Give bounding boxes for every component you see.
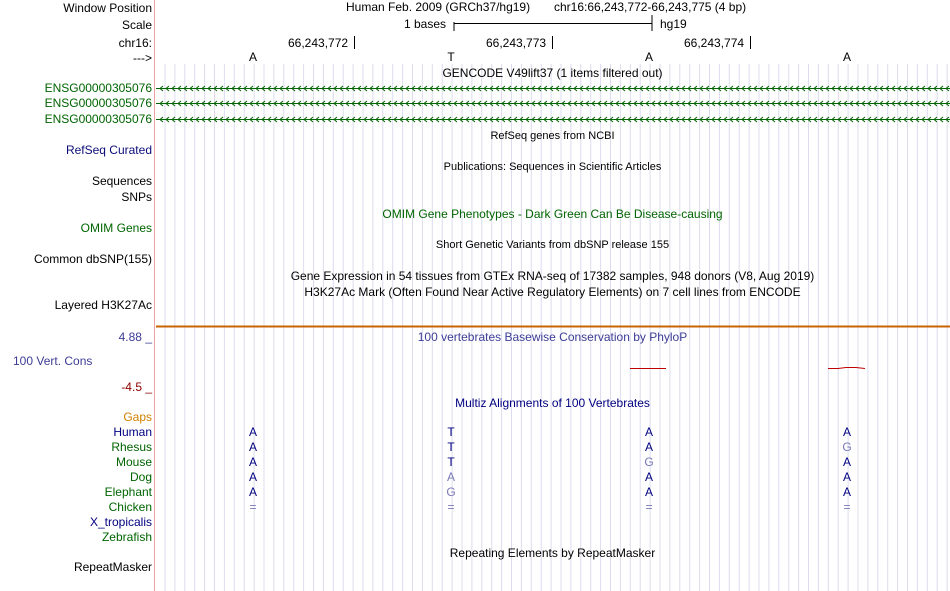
h3k27ac-track-label[interactable]: Layered H3K27Ac (54, 298, 152, 312)
window-position-label: Window Position (63, 1, 152, 15)
multiz-track-title[interactable]: Multiz Alignments of 100 Vertebrates (455, 396, 650, 410)
refseq-track-title[interactable]: RefSeq genes from NCBI (490, 130, 615, 142)
species-label-dog[interactable]: Dog (129, 470, 152, 484)
phylop-signal (630, 368, 865, 369)
alignment-base: G (842, 440, 852, 454)
alignment-base: A (248, 455, 257, 469)
alignment-base: A (842, 470, 851, 484)
refseq-track-label[interactable]: RefSeq Curated (65, 143, 152, 157)
coord-label: 66,243,773 (486, 36, 547, 50)
assembly-title: Human Feb. 2009 (GRCh37/hg19) (346, 0, 531, 14)
ref-base: A (842, 50, 851, 64)
alignment-base: A (644, 440, 653, 454)
alignment-base: = (447, 500, 455, 514)
species-label-mouse[interactable]: Mouse (115, 455, 152, 469)
gencode-track-title[interactable]: GENCODE V49lift37 (1 items filtered out) (442, 66, 663, 80)
alignment-base: G (644, 455, 654, 469)
alignment-base: = (843, 500, 851, 514)
dbsnp-track-title[interactable]: Short Genetic Variants from dbSNP release 155 (435, 239, 670, 251)
species-label-chicken[interactable]: Chicken (108, 500, 152, 514)
alignment-base: T (447, 455, 455, 469)
gencode-item-label[interactable]: ENSG00000305076 (44, 112, 152, 126)
phylop-track-title[interactable]: 100 vertebrates Basewise Conservation by PhyloP (417, 330, 688, 344)
alignment-base: G (446, 485, 456, 499)
alignment-base: T (447, 440, 455, 454)
gencode-item-label[interactable]: ENSG00000305076 (44, 96, 152, 110)
ref-base: T (447, 50, 455, 64)
strand-label: ---> (133, 51, 152, 65)
species-label-human[interactable]: Human (113, 425, 152, 439)
snps-track-label[interactable]: SNPs (121, 190, 152, 204)
chrom-label: chr16: (118, 36, 152, 50)
dbsnp-track-label[interactable]: Common dbSNP(155) (33, 252, 152, 266)
species-label-zebrafish[interactable]: Zebrafish (101, 530, 152, 544)
ref-base: A (644, 50, 653, 64)
alignment-base: = (249, 500, 257, 514)
omim-track-title[interactable]: OMIM Gene Phenotypes - Dark Green Can Be Disease-causing (382, 207, 723, 221)
alignment-base: A (248, 440, 257, 454)
omim-track-label[interactable]: OMIM Genes (80, 221, 152, 235)
gencode-gene-lines (156, 86, 950, 122)
alignment-base: A (248, 470, 257, 484)
repeatmasker-track-title[interactable]: Repeating Elements by RepeatMasker (449, 546, 656, 560)
gtex-track-title[interactable]: Gene Expression in 54 tissues from GTEx RNA-seq of 17382 samples, 948 donors (V8, Aug 2019) (290, 269, 815, 283)
ref-base: A (248, 50, 257, 64)
db-name: hg19 (660, 17, 687, 31)
phylop-track-label[interactable]: 100 Vert. Cons (13, 354, 93, 368)
coord-label: 66,243,774 (684, 36, 745, 50)
pubs-track-title[interactable]: Publications: Sequences in Scientific Articles (443, 161, 662, 173)
h3k27ac-track-title[interactable]: H3K27Ac Mark (Often Found Near Active Regulatory Elements) on 7 cell lines from ENCODE (304, 285, 801, 299)
alignment-base: T (447, 425, 455, 439)
phylop-min-label: -4.5 _ (121, 380, 152, 394)
alignment-base: A (644, 485, 653, 499)
alignment-base: = (645, 500, 653, 514)
gencode-item-label[interactable]: ENSG00000305076 (44, 81, 152, 95)
alignment-base: A (842, 425, 851, 439)
phylop-max-label: 4.88 _ (118, 330, 152, 344)
position-readout: chr16:66,243,772-66,243,775 (4 bp) (554, 0, 747, 14)
species-label-elephant[interactable]: Elephant (104, 485, 152, 499)
species-label-rhesus[interactable]: Rhesus (111, 440, 152, 454)
alignment-base: A (248, 425, 257, 439)
alignment-base: A (842, 455, 851, 469)
species-label-x_tropicalis[interactable]: X_tropicalis (89, 515, 152, 529)
alignment-base: A (644, 470, 653, 484)
scale-bar (454, 15, 652, 31)
repeatmasker-track-label[interactable]: RepeatMasker (73, 560, 152, 574)
alignment-base: A (644, 425, 653, 439)
coord-label: 66,243,772 (288, 36, 349, 50)
gaps-label: Gaps (123, 410, 152, 424)
scale-label: Scale (121, 18, 152, 32)
sequences-track-label[interactable]: Sequences (91, 174, 152, 188)
scale-text: 1 bases (404, 17, 447, 31)
alignment-base: A (842, 485, 851, 499)
alignment-base: A (248, 485, 257, 499)
alignment-base: A (446, 470, 455, 484)
